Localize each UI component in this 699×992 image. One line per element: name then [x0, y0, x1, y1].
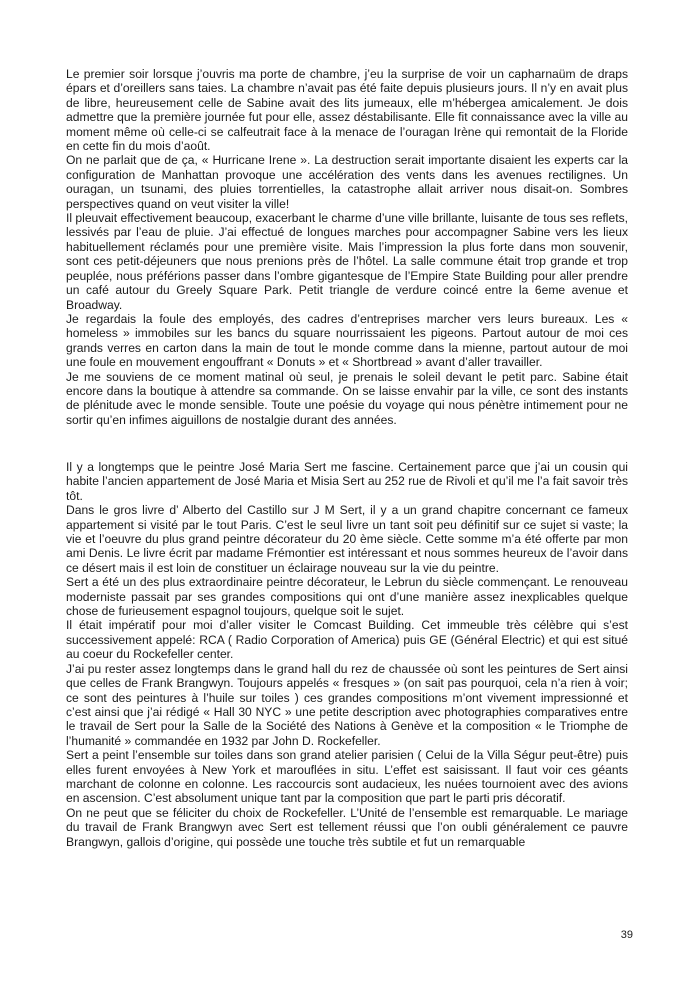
paragraph: Le premier soir lorsque j’ouvris ma porte de chambre, j’eu la surprise de voir un capharnaüm de draps épars et d’oreillers sans taies. La chambre n’avait pas été faite depuis plusieurs jours. Il n’y en avait plus de libre, heureusement celle de Sabine avait des lits jumeaux, elle m’hébergea amicalement. Je dois admettre que la première journée fut pour elle, assez déstabilisante. Elle fit connaissance avec la ville au moment même où celle-ci se calfeutrait face à la menace de l’ouragan Irène qui remontait de la Floride en cette fin du mois d’août. — [66, 67, 628, 154]
text-section-new-york-morning — [66, 67, 628, 427]
paragraph: Il était impératif pour moi d’aller visiter le Comcast Building. Cet immeuble très célèbre qui s’est successivement appelé: RCA ( Radio Corporation of America) puis GE (Général Electric) et qui est situé au coeur du Rockefeller center. — [66, 618, 628, 662]
paragraph: Je regardais la foule des employés, des cadres d’entreprises marcher vers leurs bureaux. Les « homeless » immobiles sur les bancs du square nourrissaient les pigeons. Partout autour de moi ces grands verres en carton dans la main de tout le monde comme dans la mienne, partout autour de moi une foule en mouvement engouffrant « Donuts » et « Shortbread » avant d’aller travailler. — [66, 311, 628, 370]
paragraph: On ne parlait que de ça, « Hurricane Irene ». La destruction serait importante disaient les experts car la configuration de Manhattan provoque une accélération des vents dans les avenues rectilignes. Un ouragan, un tsunami, des pluies torrentielles, la catastrophe allait arriver nous disait-on. Sombres perspectives quand on veut visiter la ville! — [66, 153, 628, 211]
paragraph: Dans le gros livre d’ Alberto del Castillo sur J M Sert, il y a un grand chapitre concernant ce fameux appartement si visité par le tout Paris. C’est le seul livre un tant soit peu définitif sur ce sujet si vaste; la vie et l’oeuvre du plus grand peintre décorateur du 20 ème siècle. Cette somme m’a été offerte par mon ami Denis. Le livre écrit par madame Frémontier est intéressant et nous sommes heureux de l’avoir dans ce désert mais il est loin de constituer un éclairage nouveau sur la vie du peintre. — [66, 503, 628, 575]
paragraph: Je me souviens de ce moment matinal où seul, je prenais le soleil devant le petit parc. Sabine était encore dans la boutique à attendre sa commande. On se laisse envahir par la ville, ce sont des instants de plénitude avec le monde sensible. Toute une poésie du voyage qui nous pénètre intimement pour ne sortir qu’en infimes aiguillons de nostalgie durant des années. — [66, 369, 628, 427]
paragraph: On ne peut que se féliciter du choix de Rockefeller. L’Unité de l’ensemble est remarquable. Le mariage du travail de Frank Brangwyn avec Sert est tellement réussi que l’on oubli généralement ce pauvre Brangwyn, gallois d’origine, qui possède une touche très subtile et fut un remarquable — [66, 805, 628, 849]
paragraph: Il pleuvait effectivement beaucoup, exacerbant le charme d’une ville brillante, luisante de tous ses reflets, lessivés par l’eau de pluie. J’ai effectué de longues marches pour accompagner Sabine vers les lieux habituellement réclamés pour une première visite. Mais l’impression la plus forte dans mon souvenir, sont ces petit-déjeuners que nous prenions près de l’hôtel. La salle commune était trop grande et trop peuplée, nous préférions passer dans l’ombre gigantesque de l’Empire State Building pour aller prendre un café autour du Greely Square Park. Petit triangle de verdure coincé entre la 6eme avenue et Broadway. — [66, 211, 628, 312]
paragraph: Sert a peint l’ensemble sur toiles dans son grand atelier parisien ( Celui de la Villa Ségur peut-être) puis elles furent envoyées à New York et marouflées in situ. L’effet est saisissant. Il faut voir ces géants marchant de colonne en colonne. Les raccourcis sont audacieux, les nuées tournoient avec des avions en ascension. C’est absolument unique tant par la composition que part le parti pris décoratif. — [66, 748, 628, 806]
text-section-jose-maria-sert — [66, 460, 628, 849]
page-number: 39 — [620, 929, 633, 941]
paragraph: J’ai pu rester assez longtemps dans le grand hall du rez de chaussée où sont les peintures de Sert ainsi que celles de Frank Brangwyn. Toujours appelés « fresques » (on sait pas pourquoi, cela n’a rien à voir; ce sont des peintures à l’huile sur toiles ) ces grandes compositions m’ont vivement impressionné et c’est ainsi que j’ai rédigé « Hall 30 NYC » une petite description avec photographies comparatives entre le travail de Sert pour la Salle de la Société des Nations à Genève et la composition « le Triomphe de l’humanité » commandée en 1932 par John D. Rockefeller. — [66, 661, 628, 748]
paragraph: Il y a longtemps que le peintre José Maria Sert me fascine. Certainement parce que j’ai un cousin qui habite l’ancien appartement de José Maria et Misia Sert au 252 rue de Rivoli et qu’il me l’a fait savoir très tôt. — [66, 460, 628, 503]
paragraph: Sert a été un des plus extraordinaire peintre décorateur, le Lebrun du siècle commençant. Le renouveau moderniste passait par ses grandes compositions qui ont d’une manière assez inexplicables quelque chose de furieusement espagnol toujours, quelque soit le sujet. — [66, 575, 628, 619]
